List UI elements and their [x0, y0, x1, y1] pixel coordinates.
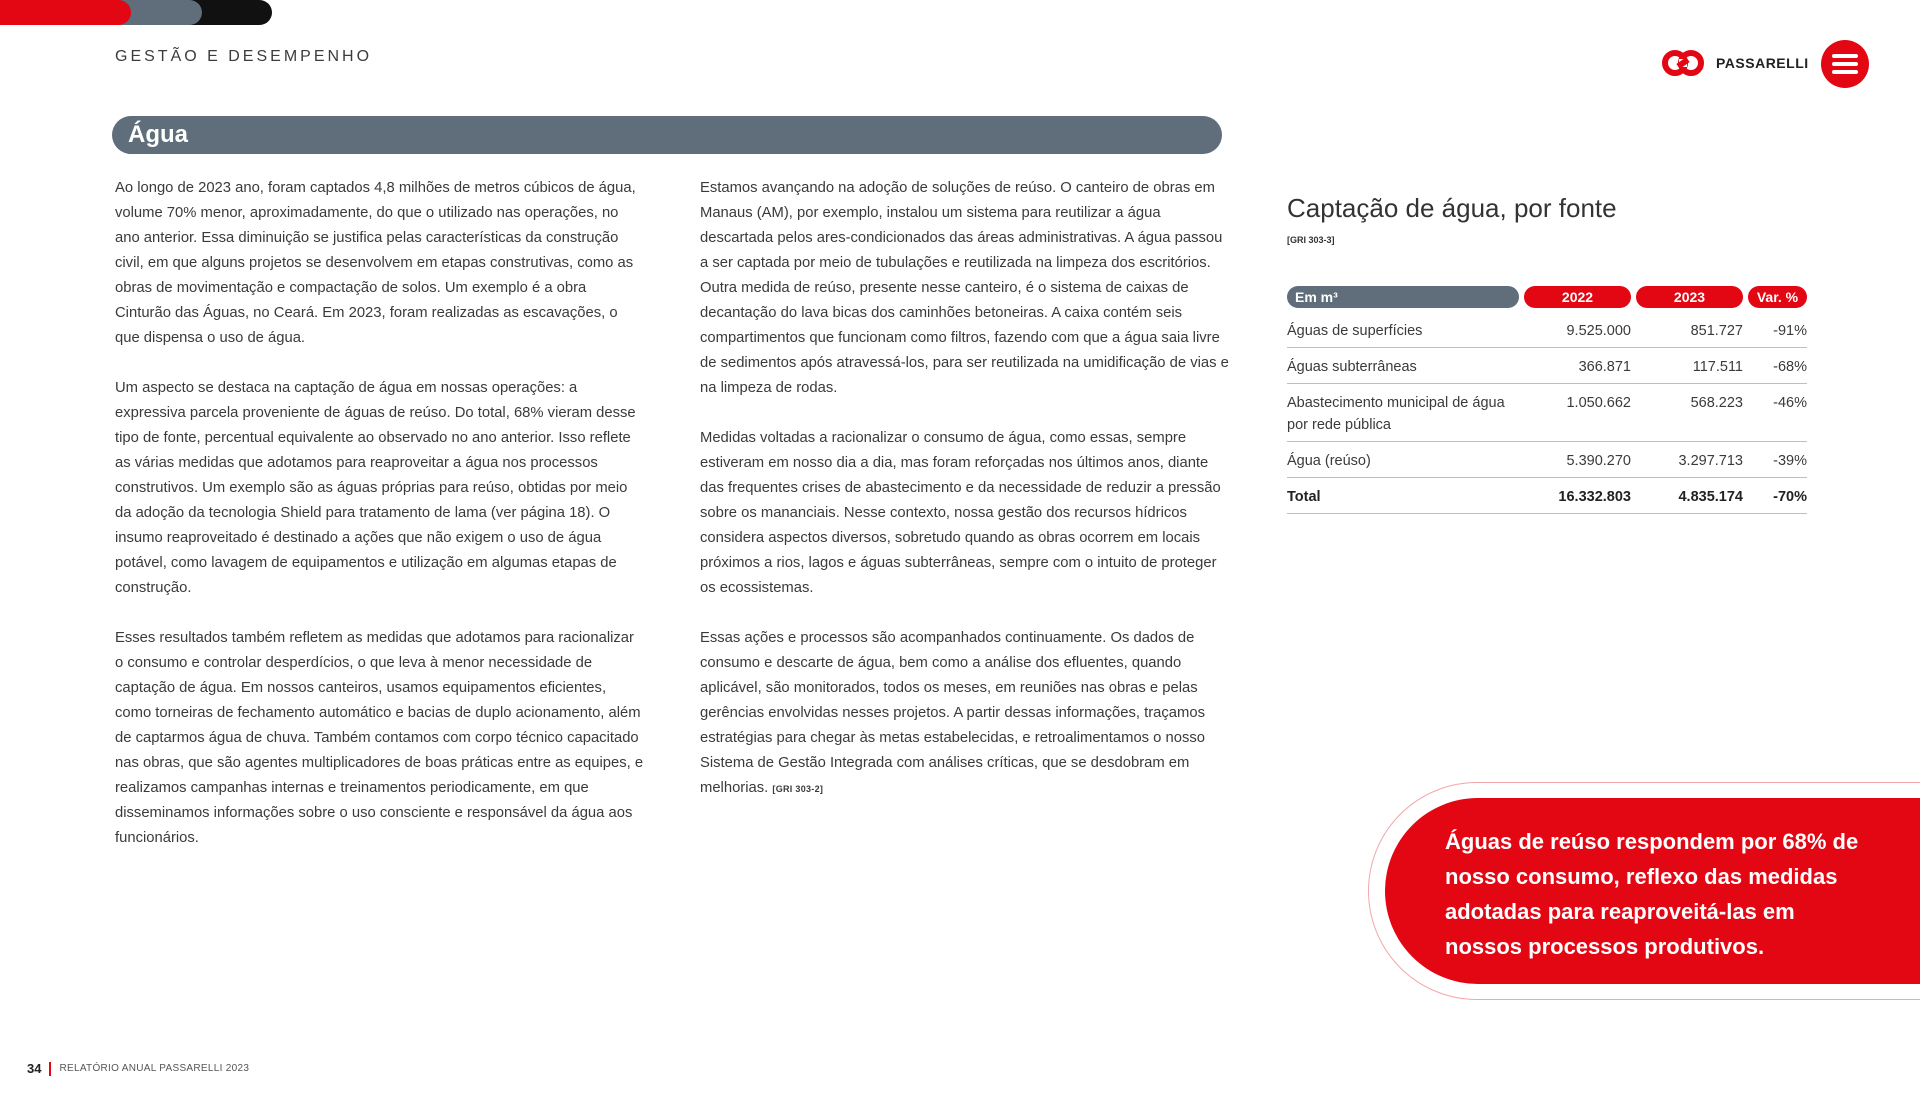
paragraph: Um aspecto se destaca na captação de água em nossas operações: a expressiva parcela proveniente de águas de reúso. Do total, 68% vieram desse tipo de fonte, percentual equivalente ao observado no ano anterior. Isso reflete as várias medidas que adotamos para reaproveitar a água nos processos construtivos. Um exemplo são as águas próprias para reúso, obtidas por meio da adoção da tecnologia Shield para tratamento de lama (ver página 18). O insumo reaproveitado é destinado a ações que não exigem o uso de água potável, como lavagem de equipamentos e utilização em algumas etapas de construção.	[115, 380, 636, 596]
gri-reference: [GRI 303-2]	[772, 784, 824, 794]
brand-logo	[1660, 48, 1809, 78]
cell-var: -46%	[1773, 395, 1807, 411]
cell-2023: 117.511	[1692, 359, 1743, 375]
paragraph: Esses resultados também refletem as medidas que adotamos para racionalizar o consumo e controlar desperdícios, o que leva à menor necessidade de captação de água. Em nossos canteiros, usamos equipamentos eficientes, como torneiras de fechamento automático e bacias de duplo acionamento, além de captarmos água de chuva. Também contamos com corpo técnico capacitado nas obras, que são agentes multiplicadores de boas práticas entre as equipes, e realizamos campanhas internas e treinamentos periodicamente, em que disseminamos informações sobre o uso consciente e responsável da água aos funcionários.	[115, 630, 644, 846]
table-row	[1287, 348, 1807, 384]
text-column-1	[115, 176, 645, 876]
paragraph: Medidas voltadas a racionalizar o consumo de água, como essas, sempre estiveram em nosso dia a dia, mas foram reforçadas nos últimos anos, diante das frequentes crises de abastecimento e da necessidade de reduzir a pressão sobre os mananciais. Nesse contexto, nossa gestão dos recursos hídricos considera aspectos diversos, sobretudo quando as obras ocorrem em locais próximos a rios, lagos e águas subterrâneas, sempre com o intuito de proteger os ecossistemas.	[700, 430, 1221, 596]
cell-2022: 9.525.000	[1566, 323, 1631, 339]
cell-2022: 1.050.662	[1566, 395, 1631, 411]
cell-total-2023: 4.835.174	[1678, 489, 1743, 505]
cell-source: Abastecimento municipal de água por rede pública	[1287, 395, 1505, 433]
header-var: Var. %	[1748, 286, 1807, 308]
menu-button[interactable]	[1821, 40, 1869, 88]
cell-var: -68%	[1773, 359, 1807, 375]
cell-total-2022: 16.332.803	[1558, 489, 1631, 505]
paragraph: Ao longo de 2023 ano, foram captados 4,8 milhões de metros cúbicos de água, volume 70% menor, aproximadamente, do que o utilizado nas operações, no ano anterior. Essa diminuição se justifica pelas características da construção civil, em que alguns projetos se desenvolvem em etapas construtivas, como as obras de movimentação e compactação de solos. Um exemplo é a obra Cinturão das Águas, no Ceará. Em 2023, foram realizadas as escavações, o que dispensa o uso de água.	[115, 180, 636, 346]
page-number: 34	[27, 1061, 42, 1076]
cell-2023: 568.223	[1690, 395, 1743, 411]
water-table	[1287, 286, 1807, 514]
brand-name: PASSARELLI	[1716, 55, 1809, 71]
cell-2022: 366.871	[1578, 359, 1631, 375]
table-row	[1287, 384, 1807, 442]
cell-var: -39%	[1773, 453, 1807, 469]
cell-source: Águas subterrâneas	[1287, 359, 1417, 375]
paragraph-text: Essas ações e processos são acompanhados continuamente. Os dados de consumo e descarte de água, bem como a análise dos efluentes, quando aplicável, são monitorados, todos os meses, em reuniões nas obras e pelas gerências envolvidas nesses projetos. A partir dessas informações, traçamos estratégias para chegar às metas estabelecidas, e retroalimentamos o nosso Sistema de Gestão Integrada com análises críticas, que se desdobram em melhorias.	[700, 630, 1206, 796]
header-unit: Em m³	[1287, 286, 1519, 308]
footer	[27, 1061, 249, 1076]
table-row	[1287, 312, 1807, 348]
paragraph: Estamos avançando na adoção de soluções de reúso. O canteiro de obras em Manaus (AM), por exemplo, instalou um sistema para reutilizar a água descartada pelos ares-condicionados das áreas administrativas. A água passou a ser captada por meio de tubulações e reutilizada na limpeza dos escritórios. Outra medida de reúso, presente nesse canteiro, é o sistema de caixas de decantação do lava bicas dos caminhões betoneiras. A caixa contém seis compartimentos que funcionam como filtros, fazendo com que a água saia livre de sedimentos após atravessá-los, para ser reutilizada na umidificação de vias e na limpeza de rodas.	[700, 180, 1229, 396]
callout-text: Águas de reúso respondem por 68% de nosso consumo, reflexo das medidas adotadas para reaproveitá-las em nossos processos produtivos.	[1445, 829, 1859, 959]
hamburger-menu-icon	[1832, 54, 1858, 74]
page-title: Água	[112, 116, 1222, 154]
cell-2022: 5.390.270	[1566, 453, 1631, 469]
cell-source: Água (reúso)	[1287, 453, 1371, 469]
cell-2023: 3.297.713	[1678, 453, 1743, 469]
footer-divider	[49, 1062, 51, 1076]
table-row	[1287, 442, 1807, 478]
cell-total-label: Total	[1287, 489, 1321, 505]
table-gri-reference: [GRI 303-3]	[1287, 235, 1335, 245]
paragraph	[700, 626, 1230, 802]
table-title: Captação de água, por fonte	[1287, 193, 1617, 223]
header-2022: 2022	[1524, 286, 1631, 308]
cell-var: -91%	[1773, 323, 1807, 339]
cell-total-var: -70%	[1773, 489, 1807, 505]
table-header	[1287, 286, 1807, 308]
cell-source: Águas de superfícies	[1287, 323, 1423, 339]
progress-segment-red	[0, 0, 131, 25]
header-2023: 2023	[1636, 286, 1743, 308]
section-label: GESTÃO E DESEMPENHO	[115, 48, 373, 65]
passarelli-logo-icon	[1660, 48, 1706, 78]
cell-2023: 851.727	[1690, 323, 1743, 339]
text-column-2	[700, 176, 1230, 827]
table-total-row	[1287, 478, 1807, 514]
footer-report-title: RELATÓRIO ANUAL PASSARELLI 2023	[59, 1063, 250, 1074]
